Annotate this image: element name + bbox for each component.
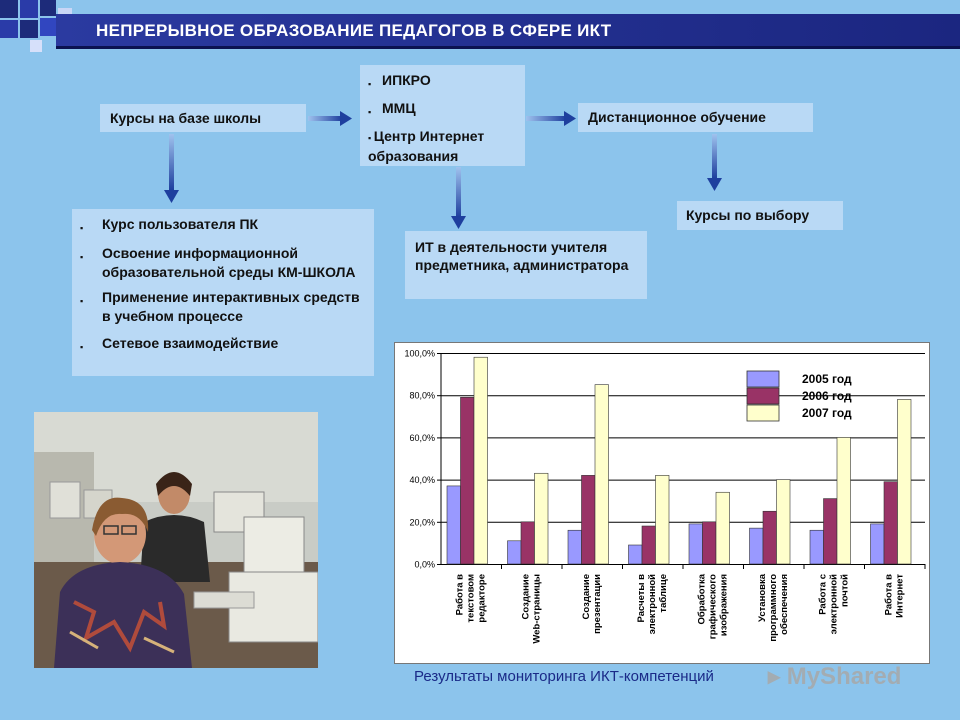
legend-label: 2006 год — [802, 389, 852, 403]
chart-caption: Результаты мониторинга ИКТ-компетенций — [414, 668, 714, 685]
y-tick-label: 100,0% — [404, 348, 435, 359]
bar — [656, 475, 670, 564]
teachers-photo — [34, 412, 318, 668]
x-tick-label — [581, 574, 603, 634]
x-tick-label-line: Расчеты в — [635, 574, 647, 623]
x-tick-label-line: Создание — [520, 574, 532, 620]
legend-swatch — [747, 405, 779, 421]
bar — [777, 480, 791, 564]
bar — [763, 511, 777, 564]
box-it-teacher — [405, 231, 647, 299]
deco-square — [40, 0, 56, 16]
x-tick-label-line: почтой — [839, 574, 851, 607]
deco-square — [30, 40, 42, 52]
box-distance-learning-label: Дистанционное обучение — [588, 109, 766, 125]
bar — [595, 385, 609, 564]
bullet-icon: ▪ — [368, 79, 372, 89]
box-courses-choice-label: Курсы по выбору — [686, 207, 810, 223]
list-item: ▪ Курс пользователя ПК — [80, 215, 366, 238]
x-tick-label-line: Обработка — [696, 574, 708, 625]
box-school-list — [72, 209, 374, 376]
bar — [474, 357, 488, 564]
x-tick-label-line: Работа с — [817, 574, 829, 615]
box-it-teacher-label: ИТ в деятельности учителя предметника, администратора — [415, 239, 629, 273]
x-tick-label-line: Установка — [756, 574, 768, 622]
box-center — [360, 65, 525, 166]
y-tick-label: 80,0% — [409, 390, 435, 401]
bullet-icon: ▪ — [80, 296, 84, 306]
bullet-icon: ▪ — [80, 252, 84, 262]
box-school-courses — [100, 104, 306, 132]
bar — [884, 482, 898, 564]
x-tick-label-line: Работа в — [883, 574, 895, 616]
bar — [447, 486, 461, 564]
x-tick-label-line: программного — [767, 574, 779, 642]
bar — [568, 530, 582, 564]
x-tick-label-line: Создание — [580, 574, 592, 620]
bullet-icon: ▪ — [368, 133, 374, 143]
arrow-down-icon — [451, 167, 466, 229]
legend-swatch — [747, 388, 779, 404]
bar — [535, 473, 549, 564]
watermark — [768, 662, 901, 691]
bar-chart — [395, 343, 929, 663]
x-tick-label — [757, 573, 790, 641]
x-tick-label-line: таблице — [657, 574, 669, 613]
list-item: ▪ Центр Интернет образования — [368, 128, 485, 164]
bar — [461, 397, 475, 564]
y-tick-label: 60,0% — [409, 432, 435, 443]
x-tick-label-line: Web-страницы — [531, 574, 543, 644]
list-item: ▪ ММЦ — [368, 99, 517, 121]
list-item: ▪ Применение интерактивных средств в учебном процессе — [80, 289, 360, 324]
watermark-text: MyShared — [786, 663, 902, 690]
bar — [642, 526, 656, 564]
x-tick-label — [636, 574, 669, 635]
box-school-courses-label: Курсы на базе школы — [110, 110, 262, 126]
arrow-down-icon — [707, 134, 722, 191]
bar — [898, 399, 912, 564]
y-tick-label: 40,0% — [409, 475, 435, 486]
bar — [750, 528, 764, 564]
x-tick-label-line: электронной — [828, 574, 840, 635]
list-item: ▪ ИПКРО — [368, 71, 517, 93]
bullet-icon: ▪ — [368, 107, 372, 117]
x-tick-label — [454, 574, 487, 623]
bar — [582, 475, 596, 564]
deco-square — [20, 20, 38, 38]
x-tick-label-line: электронной — [646, 574, 658, 635]
deco-square — [0, 20, 18, 38]
x-tick-label — [520, 574, 542, 644]
bullet-icon: ▪ — [80, 223, 84, 233]
bullet-icon: ▪ — [80, 342, 84, 352]
y-tick-label: 20,0% — [409, 517, 435, 528]
x-tick-label-line: редакторе — [476, 574, 488, 623]
bar — [703, 522, 717, 564]
x-tick-label — [817, 574, 850, 634]
watermark-icon: ▸ — [768, 663, 781, 690]
x-tick-label-line: обеспечения — [778, 574, 790, 635]
list-item: ▪ Освоение информационной образовательной среды КМ-ШКОЛА — [80, 245, 356, 280]
legend-swatch — [747, 371, 779, 387]
legend-label: 2005 год — [802, 372, 852, 386]
box-courses-choice — [677, 201, 843, 230]
x-tick-label-line: изображения — [718, 574, 730, 637]
page-title: НЕПРЕРЫВНОЕ ОБРАЗОВАНИЕ ПЕДАГОГОВ В СФЕРЕ ИКТ — [96, 21, 612, 40]
list-item: ▪ Сетевое взаимодействие — [80, 334, 366, 357]
box-distance-learning — [578, 103, 813, 132]
x-tick-label-line: графического — [707, 574, 719, 640]
bar — [810, 530, 824, 564]
chart-container — [394, 342, 930, 664]
x-tick-label-line: текстовом — [465, 574, 477, 623]
bar — [508, 541, 522, 564]
x-tick-label — [883, 574, 905, 618]
y-tick-label: 0,0% — [414, 559, 435, 570]
x-tick-label-line: презентации — [591, 574, 603, 634]
arrow-down-icon — [164, 134, 179, 203]
x-tick-label-line: Работа в — [454, 574, 466, 616]
bar — [837, 437, 851, 564]
bar — [629, 545, 643, 564]
deco-square — [0, 0, 18, 18]
legend-label: 2007 год — [802, 406, 852, 420]
bar — [871, 524, 885, 564]
x-tick-label — [696, 573, 729, 639]
deco-square — [40, 18, 56, 36]
bar — [521, 522, 535, 564]
bar — [716, 492, 730, 564]
deco-square — [20, 0, 38, 18]
x-tick-label-line: Интернет — [894, 574, 906, 618]
arrow-right-icon — [308, 111, 352, 126]
bar — [689, 524, 703, 564]
arrow-right-icon — [526, 111, 576, 126]
bar — [824, 499, 838, 564]
